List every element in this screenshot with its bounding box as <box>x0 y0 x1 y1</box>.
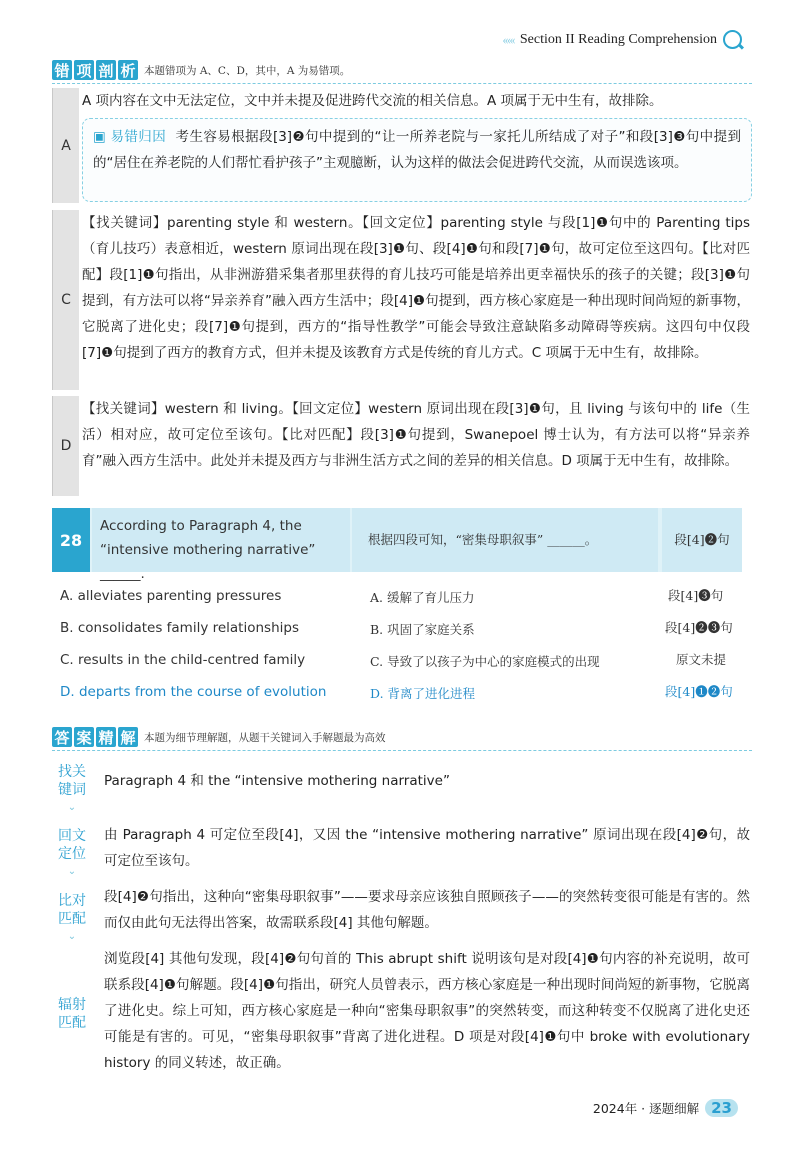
tag-boxes <box>52 727 138 747</box>
tag-char: 案 <box>74 727 94 747</box>
question-number: 28 <box>52 508 90 572</box>
option-c-text: 【找关键词】parenting style 和 western。【回文定位】parenting style 与段[1]❶句中的 Parenting tips（育儿技巧）表意相近，western 原词出现在段[3]❶句、段[4]❶句和段[7]❶句，故可定位至这四句。【比对匹配】段[1]❶句指出，从非洲游猎采集者那里获得的育儿技巧可能是培养出更幸福快乐的孩子的关键；段[3]❶句提到，有方法可以将“异亲养育”融入西方生活中；段[4]❶句提到，西方核心家庭是一种出现时间尚短的新事物，它脱离了进化史；段[7]❶句提到，西方的“指导性教学”可能会导致注意缺陷多动障碍等疾病。这四句中仅段[7]❶句提到了西方的教育方式，但并未提及该教育方式是传统的育儿方式。C 项属于无中生有，故排除。 <box>82 215 750 361</box>
question-location: 段[4]❷句 <box>662 508 742 572</box>
step-label-match: 比对 匹配 <box>58 893 86 927</box>
tag-note: 本题错项为 A、C、D，其中，A 为易错项。 <box>144 64 351 77</box>
option-c-en: C. results in the child-centred family <box>60 652 306 668</box>
option-a-zh: A. 缓解了育儿压力 <box>370 590 475 605</box>
tip-title: 易错归因 <box>110 129 167 145</box>
section-tag-answer <box>52 727 386 747</box>
option-b-zh: B. 巩固了家庭关系 <box>370 622 475 637</box>
footer-label: 2024年 · 逐题细解 <box>592 1101 700 1116</box>
option-c-loc: 原文未提 <box>676 652 727 667</box>
divider <box>52 83 752 84</box>
step-text-locate: 由 Paragraph 4 可定位至段[4]，又因 the “intensive mothering narrative” 原词出现在段[4]❷句，故可定位至该句。 <box>104 827 750 869</box>
header-title: Section II Reading Comprehension <box>519 31 717 47</box>
tag-char: 答 <box>52 727 72 747</box>
option-a-text: A 项内容在文中无法定位，文中并未提及促进跨代交流的相关信息。A 项属于无中生有，故排除。 <box>82 93 663 109</box>
option-d-en-correct: D. departs from the course of evolution <box>60 684 327 700</box>
step-text-radiate: 浏览段[4] 其他句发现，段[4]❷句句首的 This abrupt shift 说明该句是对段[4]❶句内容的补充说明，故可联系段[4]❶句解题。段[4]❶句指出，研究人员曾表示，西方核心家庭是一种出现时间尚短的新事物，它脱离了进化史。综上可知，西方核心家庭是一种向“密集母职叙事”的突然转变，而这种转变不仅脱离了进化史还可能是有害的。可见，“密集母职叙事”背离了进化进程。D 项是对段[4]❶句中 broke with evolutionary history 的同义转述，故正确。 <box>104 951 750 1071</box>
tag-boxes <box>52 60 138 80</box>
page-header <box>502 30 742 49</box>
tag-char: 精 <box>96 727 116 747</box>
option-a-label: A <box>52 88 79 203</box>
step-label-keyword: 找关 键词 <box>58 764 86 798</box>
step-label-radiate: 辐射 匹配 <box>58 997 86 1031</box>
tip-icon: ▣ <box>93 129 111 145</box>
option-b-loc: 段[4]❷❸句 <box>665 620 733 635</box>
step-label-locate: 回文 定位 <box>58 828 86 862</box>
search-circle-icon <box>723 30 742 49</box>
tag-char: 剖 <box>96 60 116 80</box>
step-text-match: 段[4]❷句指出，这种向“密集母职叙事”——要求母亲应该独自照顾孩子——的突然转变很可能是有害的。然而仅由此句无法得出答案，故需联系段[4] 其他句解题。 <box>104 889 750 931</box>
option-d-text: 【找关键词】western 和 living。【回文定位】western 原词出现在段[3]❶句，且 living 与该句中的 life（生活）相对应，故可定位至该句。【比对匹配】段[3]❶句提到，Swanepoel 博士认为，有方法可以将“异亲养育”融入西方生活中。此处并未提及西方与非洲生活方式之间的差异的相关信息。D 项属于无中生有，故排除。 <box>82 401 750 469</box>
option-d-label: D <box>52 396 79 496</box>
tag-char: 项 <box>74 60 94 80</box>
chevrons-icon: ‹‹‹‹‹ <box>502 31 514 47</box>
tag-char: 错 <box>52 60 72 80</box>
tag-char: 解 <box>118 727 138 747</box>
option-c-zh: C. 导致了以孩子为中心的家庭模式的出现 <box>370 654 600 669</box>
option-d-zh-correct: D. 背离了进化进程 <box>370 686 476 701</box>
question-stem-zh: 根据四段可知，“密集母职叙事” ______。 <box>352 508 658 572</box>
divider <box>52 750 752 751</box>
question-stem-en: According to Paragraph 4, the “intensive mothering narrative” ______. <box>92 508 350 572</box>
chevron-down-icon: ⌄ <box>67 866 77 877</box>
step-text-keyword: Paragraph 4 和 the “intensive mothering narrative” <box>104 773 450 789</box>
page-footer <box>593 1099 738 1117</box>
page-number: 23 <box>705 1099 738 1117</box>
option-a-loc: 段[4]❸句 <box>668 588 724 603</box>
option-c-label: C <box>52 210 79 390</box>
tag-char: 析 <box>118 60 138 80</box>
tag-note: 本题为细节理解题，从题干关键词入手解题最为高效 <box>144 731 386 744</box>
tip-text: 考生容易根据段[3]❷句中提到的“让一所养老院与一家托儿所结成了对子”和段[3]❸句中提到的“居住在养老院的人们帮忙看护孩子”主观臆断，认为这样的做法会促进跨代交流，从而误选该项。 <box>93 129 742 171</box>
chevron-down-icon: ⌄ <box>67 802 77 813</box>
option-a-en: A. alleviates parenting pressures <box>60 588 282 604</box>
option-b-en: B. consolidates family relationships <box>60 620 299 636</box>
tip-box <box>82 118 752 202</box>
option-d-loc-correct: 段[4]❶❷句 <box>665 684 733 699</box>
chevron-down-icon: ⌄ <box>67 931 77 942</box>
section-tag-error-analysis <box>52 60 350 80</box>
